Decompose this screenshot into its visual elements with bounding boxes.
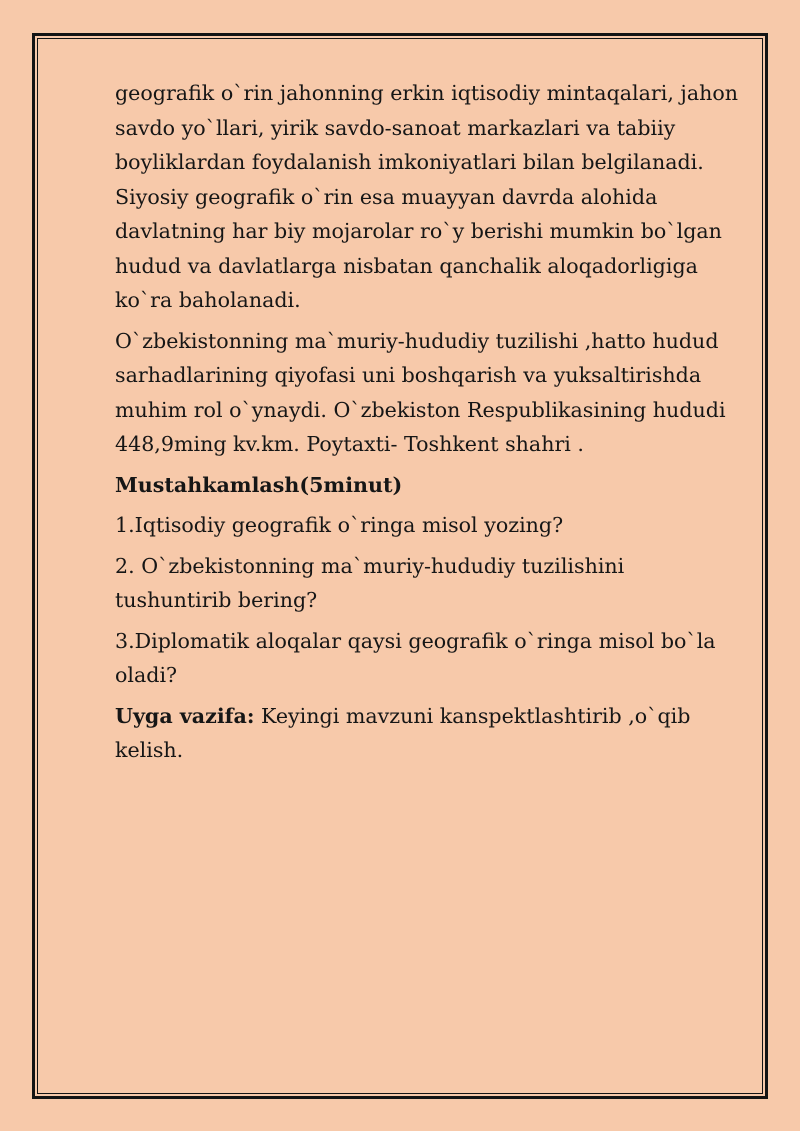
question-2: 2. O`zbekistonning ma`muriy-hududiy tuzilishini tushuntirib bering? [115, 553, 625, 612]
homework-label: Uyga vazifa: [115, 703, 255, 728]
section-heading: Mustahkamlash(5minut) [115, 472, 403, 497]
homework-text: Keyingi mavzuni kanspektlashtirib ,o`qib kelish. [115, 703, 691, 762]
question-3: 3.Diplomatik aloqalar qaysi geografik o`ringa misol bo`la oladi? [115, 628, 716, 687]
paragraph-geographic-position: geografik o`rin jahonning erkin iqtisodiy mintaqalari, jahon savdo yo`llari, yirik savdo-sanoat markazlari va tabiiy boyliklardan foydalanish imkoniyatlari bilan belgilanadi. Siyosiy geografik o`rin esa muayyan davrda alohida davlatning har biy mojarolar ro`y berishi mumkin bo`lgan hudud va davlatlarga nisbatan qanchalik aloqadorligiga ko`ra baholanadi. [115, 81, 739, 312]
document-body [115, 76, 740, 774]
homework [115, 699, 740, 768]
question-1: 1.Iqtisodiy geografik o`ringa misol yozing? [115, 513, 564, 537]
paragraph-administrative-structure: O`zbekistonning ma`muriy-hududiy tuzilishi ,hatto hudud sarhadlarining qiyofasi uni boshqarish va yuksaltirishda muhim rol o`ynaydi. O`zbekiston Respublikasining hududi 448,9ming kv.km. Poytaxti- Toshkent shahri . [115, 328, 726, 456]
